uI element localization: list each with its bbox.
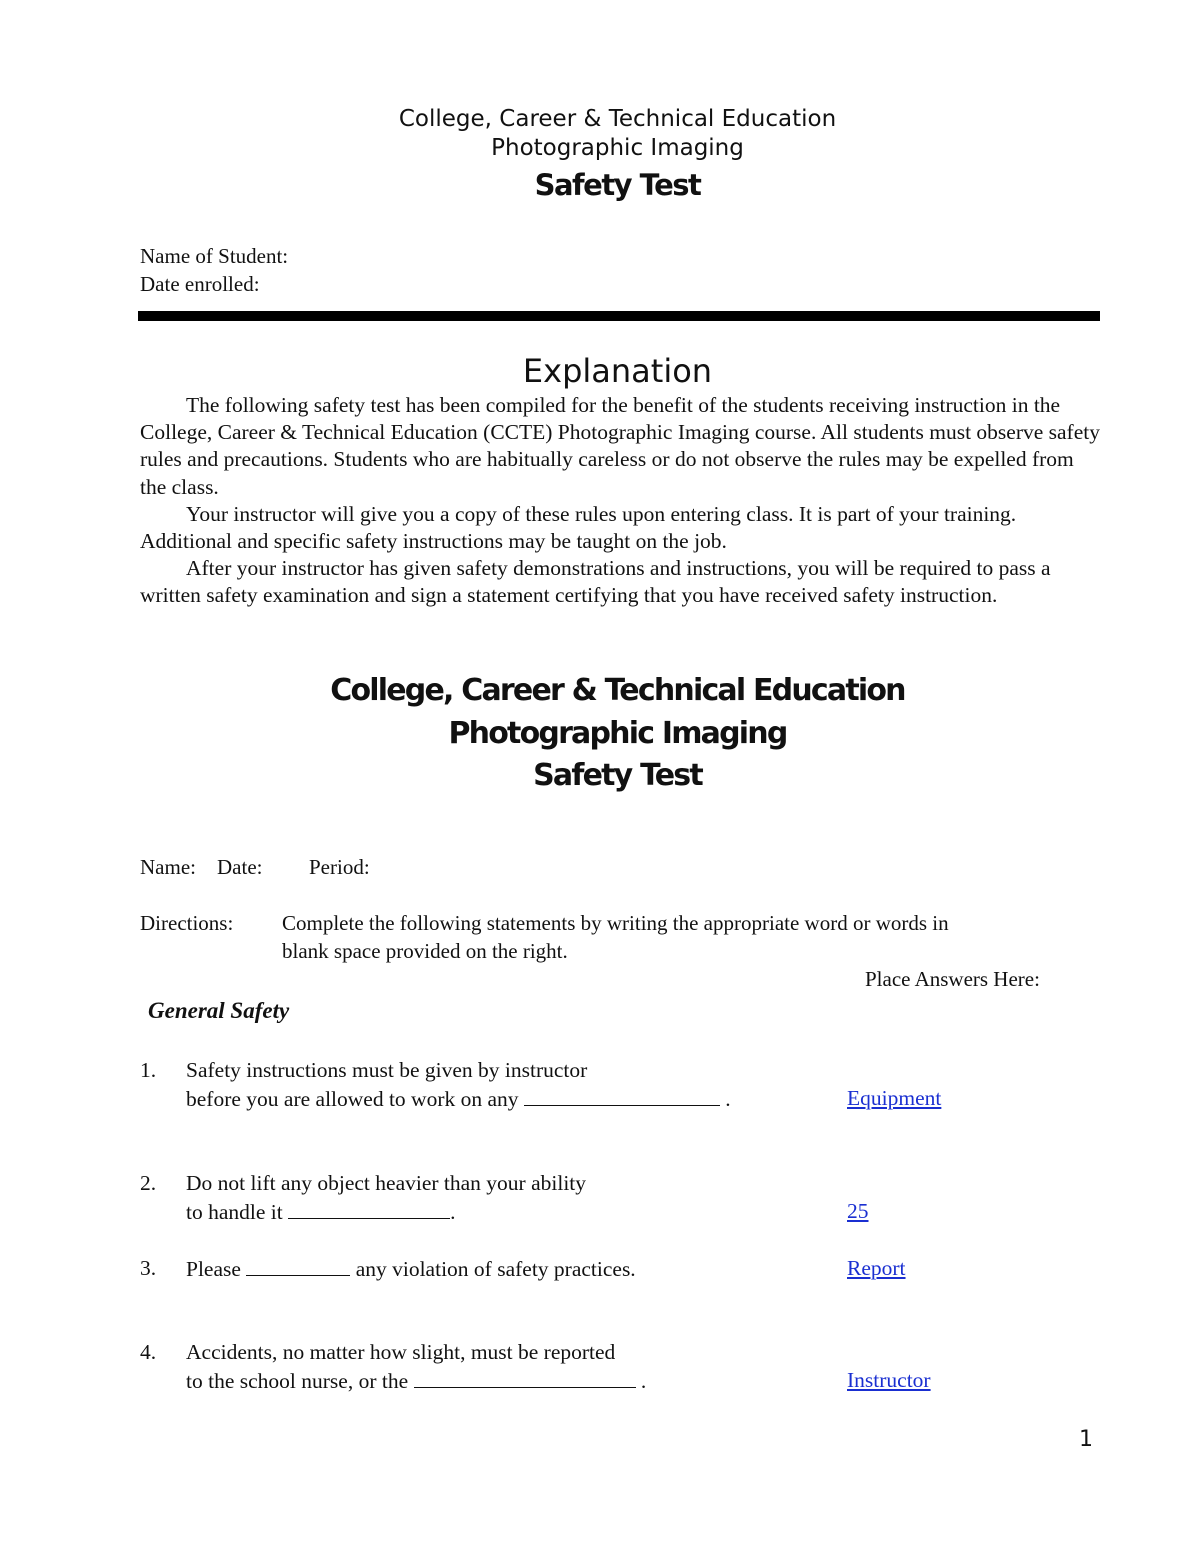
question-1-answer-link[interactable]: Equipment: [847, 1086, 942, 1110]
question-1-text: before you are allowed to work on any: [186, 1087, 519, 1111]
page-number: 1: [1079, 1427, 1093, 1452]
explanation-title: Explanation: [522, 352, 713, 390]
explanation-body: [140, 392, 1100, 610]
test-name-label: Name:: [140, 855, 196, 879]
question-3-text-after: any violation of safety practices.: [355, 1257, 636, 1281]
question-2-end: .: [450, 1200, 456, 1224]
directions-line-2: blank space provided on the right.: [282, 939, 568, 963]
directions-line-1: Complete the following statements by writing the appropriate word or words in: [282, 911, 949, 935]
question-2-line-2: [186, 1199, 455, 1225]
question-4-text: to the school nurse, or the: [186, 1369, 409, 1393]
question-3-text-before: Please: [186, 1257, 241, 1281]
student-name-label: Name of Student:: [140, 244, 289, 268]
test-header-line-2: Photographic Imaging: [448, 716, 787, 751]
header-line-3: Safety Test: [534, 168, 701, 202]
explanation-paragraph-3: After your instructor has given safety demonstrations and instructions, you will be required to pass a written safety examination and sign a statement certifying that you have received safety instruction.: [140, 556, 1051, 608]
question-2-line-1: Do not lift any object heavier than your ability: [186, 1171, 587, 1195]
directions-label: Directions:: [140, 911, 234, 935]
question-2-number: 2.: [140, 1171, 157, 1195]
question-4-answer-link[interactable]: Instructor: [847, 1368, 931, 1392]
question-2-blank[interactable]: [288, 1199, 450, 1219]
question-2-text: to handle it: [186, 1200, 283, 1224]
question-4-number: 4.: [140, 1340, 157, 1364]
divider-rule: [138, 311, 1100, 321]
question-4-line-1: Accidents, no matter how slight, must be reported: [186, 1340, 616, 1364]
date-enrolled-label: Date enrolled:: [140, 272, 260, 296]
question-3-blank[interactable]: [246, 1256, 350, 1276]
question-1-line-2: [186, 1086, 731, 1112]
test-period-label: Period:: [309, 855, 370, 879]
test-date-label: Date:: [217, 855, 263, 879]
question-1-line-1: Safety instructions must be given by instructor: [186, 1058, 588, 1082]
question-4-blank[interactable]: [414, 1368, 636, 1388]
explanation-paragraph-2: Your instructor will give you a copy of these rules upon entering class. It is part of your training. Additional and specific safety instructions may be taught on the job.: [140, 501, 1017, 554]
question-4-line-2: [186, 1368, 646, 1394]
question-3-line-1: [186, 1256, 636, 1282]
question-1-number: 1.: [140, 1058, 157, 1082]
answers-column-label: Place Answers Here:: [865, 967, 1040, 991]
question-1-blank[interactable]: [524, 1086, 720, 1106]
question-3-answer-link[interactable]: Report: [847, 1256, 906, 1280]
explanation-paragraph-1: The following safety test has been compiled for the benefit of the students receiving instruction in the College, Career & Technical Education (CCTE) Photographic Imaging course. All students must observe safety rules and precautions. Students who are habitually careless or do not observe the rules may be expelled from the class.: [140, 393, 1100, 499]
question-3-number: 3.: [140, 1256, 157, 1280]
question-1-end: .: [725, 1087, 731, 1111]
test-header-line-3: Safety Test: [533, 758, 702, 793]
header-line-1: College, Career & Technical Education: [398, 106, 837, 132]
question-2-answer-link[interactable]: 25: [847, 1199, 869, 1223]
section-title: General Safety: [148, 998, 290, 1023]
test-header-line-1: College, Career & Technical Education: [330, 673, 905, 708]
question-4-end: .: [640, 1369, 647, 1393]
header-line-2: Photographic Imaging: [491, 135, 744, 161]
